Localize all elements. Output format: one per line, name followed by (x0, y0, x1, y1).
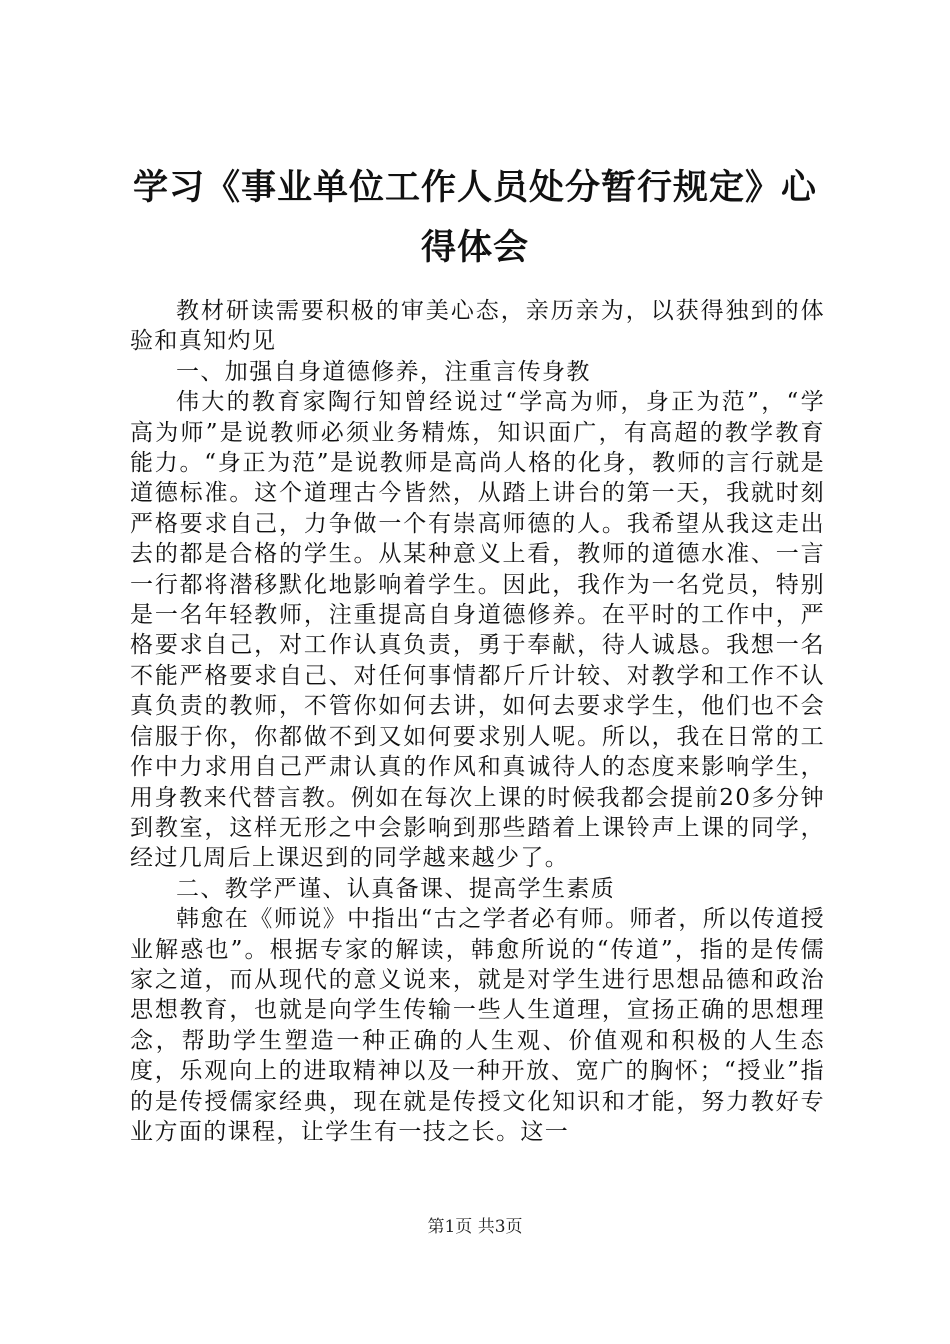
document-body (130, 296, 825, 1147)
page-footer: 第1页 共3页 (427, 1217, 523, 1237)
body-paragraph-1: 伟大的教育家陶行知曾经说过“学高为师，身正为范”，“学高为师”是说教师必须业务精炼，知识面广，有高超的教学教育能力。“身正为范”是说教师是高尚人格的化身，教师的言行就是道德标准。这个道理古今皆然，从踏上讲台的第一天，我就时刻严格要求自己，力争做一个有崇高师德的人。我希望从我这走出去的都是合格的学生。从某种意义上看，教师的道德水准、一言一行都将潜移默化地影响着学生。因此，我作为一名党员，特别是一名年轻教师，注重提高自身道德修养。在平时的工作中，严格要求自己，对工作认真负责，勇于奉献，待人诚恳。我想一名不能严格要求自己、对任何事情都斤斤计较、对教学和工作不认真负责的教师，不管你如何去讲，如何去要求学生，他们也不会信服于你，你都做不到又如何要求别人呢。所以，我在日常的工作中力求用自己严肃认真的作风和真诚待人的态度来影响学生，用身教来代替言教。例如在每次上课的时候我都会提前20多分钟到教室，这样无形之中会影响到那些踏着上课铃声上课的同学，经过几周后上课迟到的同学越来越少了。 (130, 389, 825, 872)
section-heading-2: 二、教学严谨、认真备课、提高学生素质 (176, 875, 616, 902)
section-heading-1: 一、加强自身道德修养，注重言传身教 (176, 358, 591, 385)
body-paragraph-2: 韩愈在《师说》中指出“古之学者必有师。师者，所以传道授业解惑也”。根据专家的解读，韩愈所说的“传道”，指的是传儒家之道，而从现代的意义说来，就是对学生进行思想品德和政治思想教育，也就是向学生传输一些人生道理，宣扬正确的思想理念，帮助学生塑造一种正确的人生观、价值观和积极的人生态度，乐观向上的进取精神以及一种开放、宽广的胸怀；“授业”指的是传授儒家经典，现在就是传授文化知识和才能，努力教好专业方面的课程，让学生有一技之长。这一 (130, 906, 825, 1145)
intro-paragraph: 教材研读需要积极的审美心态，亲历亲为，以获得独到的体验和真知灼见 (130, 298, 825, 355)
document-title: 学习《事业单位工作人员处分暂行规定》心得体会 (132, 168, 817, 268)
